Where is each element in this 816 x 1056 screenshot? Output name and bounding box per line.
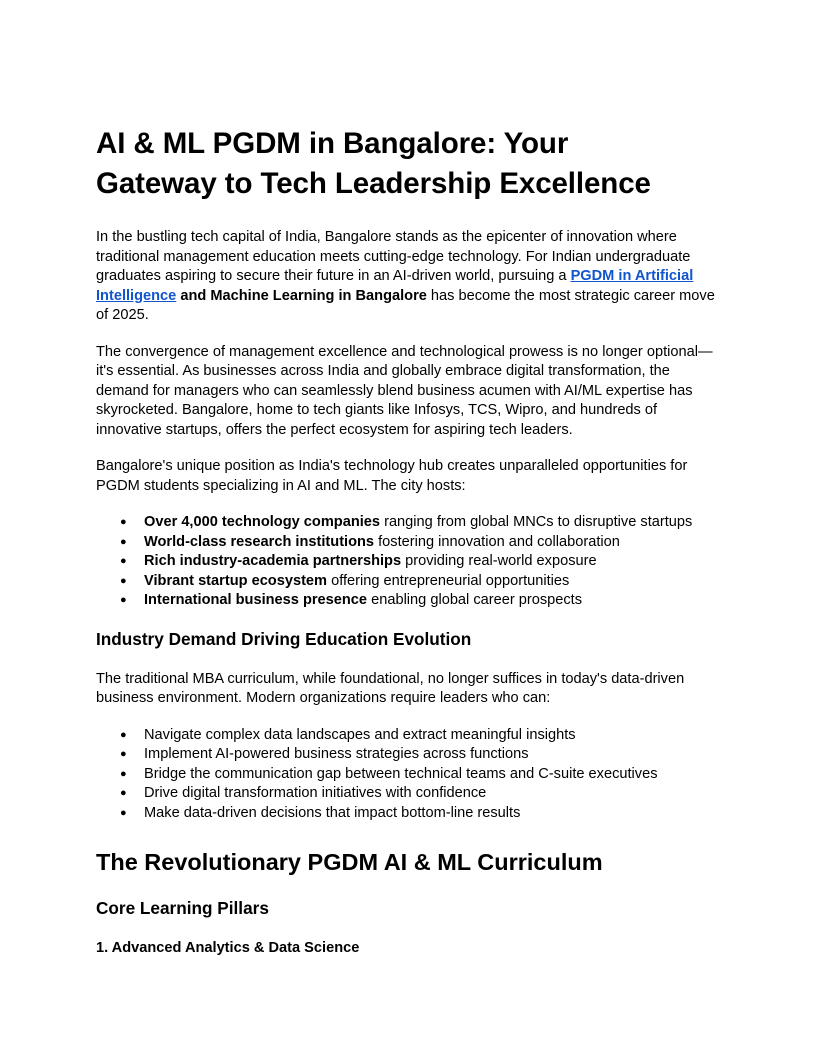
list-item-text: Drive digital transformation initiatives with confidence [144, 785, 487, 801]
bullet-icon: ● [120, 806, 127, 819]
list-item-text: Bridge the communication gap between technical teams and C-suite executives [144, 765, 658, 782]
intro-text-3: has become the most strategic career move of 2025. [96, 287, 715, 323]
list-item-text: offering entrepreneurial opportunities [327, 572, 570, 589]
document-title [96, 124, 722, 204]
list-item [96, 765, 722, 785]
bullet-icon: ● [120, 535, 127, 548]
list-item-bold: Vibrant startup ecosystem [144, 572, 328, 589]
bangalore-position-paragraph: Bangalore's unique position as India's technology hub creates unparalleled opportunities for PGDM students specializing in AI and ML. The city hosts: [96, 458, 688, 494]
intro-paragraph [96, 228, 722, 326]
list-item [96, 591, 722, 611]
list-item [96, 552, 722, 572]
analytics-heading: 1. Advanced Analytics & Data Science [96, 940, 360, 956]
list-item-bold: Over 4,000 technology companies [144, 514, 381, 530]
industry-demand-heading: Industry Demand Driving Education Evolution [96, 628, 472, 649]
document-page [96, 124, 722, 958]
title-line-1: AI & ML PGDM in Bangalore: Your [96, 127, 569, 160]
city-hosts-list [96, 513, 722, 611]
curriculum-heading: The Revolutionary PGDM AI & ML Curriculum [96, 849, 603, 875]
list-item-bold: World-class research institutions [144, 533, 375, 550]
list-item-text: enabling global career prospects [367, 592, 583, 608]
list-item-text: fostering innovation and collaboration [374, 533, 620, 550]
list-item [96, 804, 722, 824]
list-item-bold: Rich industry-academia partnerships [144, 553, 402, 569]
bullet-icon: ● [120, 767, 127, 780]
leader-skills-list [96, 726, 722, 824]
list-item-bold: International business presence [144, 592, 368, 608]
list-item [96, 745, 722, 765]
mba-curriculum-paragraph: The traditional MBA curriculum, while foundational, no longer suffices in today's data-driven business environment. Modern organizations require leaders who can: [96, 670, 685, 706]
bullet-icon: ● [120, 728, 127, 741]
bullet-icon: ● [120, 748, 127, 760]
list-item [96, 533, 722, 553]
title-line-2: Gateway to Tech Leadership Excellence [96, 167, 651, 200]
bullet-icon: ● [120, 555, 127, 567]
list-item-text: providing real-world exposure [401, 553, 597, 569]
list-item [96, 513, 722, 533]
intro-bold-text: and Machine Learning in Bangalore [176, 287, 427, 304]
pgdm-ai-link[interactable]: PGDM in Artificial Intelligence [96, 268, 694, 304]
core-pillars-heading: Core Learning Pillars [96, 898, 269, 918]
list-item-text: ranging from global MNCs to disruptive startups [380, 514, 693, 530]
list-item [96, 572, 722, 592]
bullet-icon: ● [120, 594, 127, 606]
intro-text-1: In the bustling tech capital of India, Bangalore stands as the epicenter of innovation where traditional management education meets cutting-edge technology. For Indian undergraduate graduates aspiring to secure their future in an AI-driven world, pursuing a [96, 229, 691, 284]
list-item [96, 784, 722, 804]
bullet-icon: ● [120, 574, 127, 587]
bullet-icon: ● [120, 516, 127, 528]
list-item-text: Implement AI-powered business strategies across functions [144, 746, 529, 762]
list-item-text: Navigate complex data landscapes and extract meaningful insights [144, 726, 576, 743]
convergence-paragraph: The convergence of management excellence and technological prowess is no longer optional—it's essential. As businesses across India and globally embrace digital transformation, the demand for managers who can seamlessly blend business acumen with AI/ML expertise has skyrocketed. Bangalore, home to tech giants like Infosys, TCS, Wipro, and hundreds of innovative startups, offers the perfect ecosystem for aspiring tech leaders. [96, 343, 713, 438]
list-item-text: Make data-driven decisions that impact bottom-line results [144, 804, 521, 821]
bullet-icon: ● [120, 787, 127, 799]
list-item [96, 726, 722, 746]
